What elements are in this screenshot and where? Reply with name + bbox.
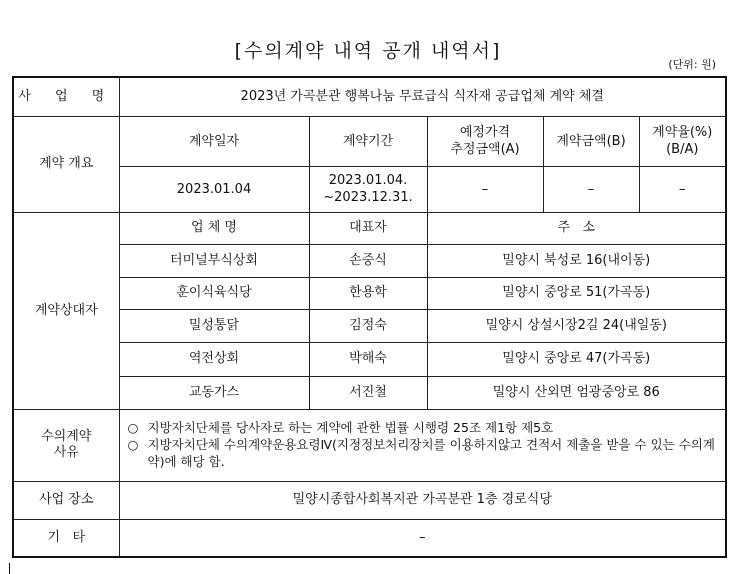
party-address: 밀양시 산외면 엄광중앙로 86 xyxy=(427,376,726,409)
place-row xyxy=(13,481,726,519)
party-name: 밀성통닭 xyxy=(119,309,309,342)
party-rep: 손중식 xyxy=(309,245,427,277)
overview-header-period: 계약기간 xyxy=(309,116,427,167)
overview-estimate: – xyxy=(427,167,543,212)
etc-row xyxy=(13,520,726,557)
project-name: 2023년 가곡분관 행복나눔 무료급식 식자재 공급업체 계약 체결 xyxy=(119,77,726,116)
parties-header-address: 주 소 xyxy=(427,212,726,244)
project-row xyxy=(13,77,726,116)
place-label: 사업 장소 xyxy=(13,481,119,519)
overview-header-estimate: 예정가격 추정금액(A) xyxy=(427,116,543,167)
circle-bullet-icon: ○ xyxy=(127,436,139,452)
overview-amount: – xyxy=(543,167,639,212)
party-address: 밀양시 상설시장2길 24(내일동) xyxy=(427,309,726,342)
party-name: 훈이식육식당 xyxy=(119,277,309,309)
parties-label: 계약상대자 xyxy=(13,212,119,409)
party-name: 역전상회 xyxy=(119,343,309,376)
reason-label: 수의계약 사유 xyxy=(13,409,119,481)
circle-bullet-icon: ○ xyxy=(127,419,139,435)
contract-table xyxy=(12,76,727,558)
reason-text: 지방자치단체 수의계약운용요령Ⅳ(지정정보처리장치를 이용하지않고 견적서 제출을 받을 수 있는 수의계약)에 해당 함. xyxy=(147,436,715,469)
party-rep: 서진철 xyxy=(309,376,427,409)
document-title: [수의계약 내역 공개 내역서] xyxy=(234,40,502,62)
overview-date: 2023.01.04 xyxy=(119,167,309,212)
reason-item xyxy=(128,420,718,437)
reason-row xyxy=(13,409,726,481)
project-label: 사 업 명 xyxy=(13,77,119,116)
party-address: 밀양시 중앙로 47(가곡동) xyxy=(427,343,726,376)
party-rep: 한용학 xyxy=(309,277,427,309)
parties-header-name: 업 체 명 xyxy=(119,212,309,244)
unit-label: (단위: 원) xyxy=(668,58,716,71)
text-cursor xyxy=(9,563,10,574)
party-name: 교동가스 xyxy=(119,376,309,409)
table-row xyxy=(13,245,726,277)
party-name: 터미널부식상회 xyxy=(119,245,309,277)
reason-text: 지방자치단체를 당사자로 하는 계약에 관한 법률 시행령 25조 제1항 제5호 xyxy=(147,419,554,435)
overview-header-date: 계약일자 xyxy=(119,116,309,167)
table-row xyxy=(13,376,726,409)
parties-header-row xyxy=(13,212,726,244)
etc-label: 기 타 xyxy=(13,520,119,557)
party-address: 밀양시 북성로 16(내이동) xyxy=(427,245,726,277)
table-row xyxy=(13,277,726,309)
overview-label: 계약 개요 xyxy=(13,116,119,212)
overview-value-row xyxy=(13,167,726,212)
party-rep: 박해숙 xyxy=(309,343,427,376)
overview-header-row xyxy=(13,116,726,167)
overview-header-amount: 계약금액(B) xyxy=(543,116,639,167)
reason-item xyxy=(128,437,718,471)
overview-header-rate: 계약율(%) (B/A) xyxy=(639,116,726,167)
party-address: 밀양시 중앙로 51(가곡동) xyxy=(427,277,726,309)
place-value: 밀양시종합사회복지관 가곡분관 1층 경로식당 xyxy=(119,481,726,519)
table-row xyxy=(13,343,726,376)
party-rep: 김정숙 xyxy=(309,309,427,342)
overview-rate: – xyxy=(639,167,726,212)
reason-content xyxy=(119,409,726,481)
overview-period: 2023.01.04. ~2023.12.31. xyxy=(309,167,427,212)
parties-header-rep: 대표자 xyxy=(309,212,427,244)
etc-value: – xyxy=(119,520,726,557)
table-row xyxy=(13,309,726,342)
